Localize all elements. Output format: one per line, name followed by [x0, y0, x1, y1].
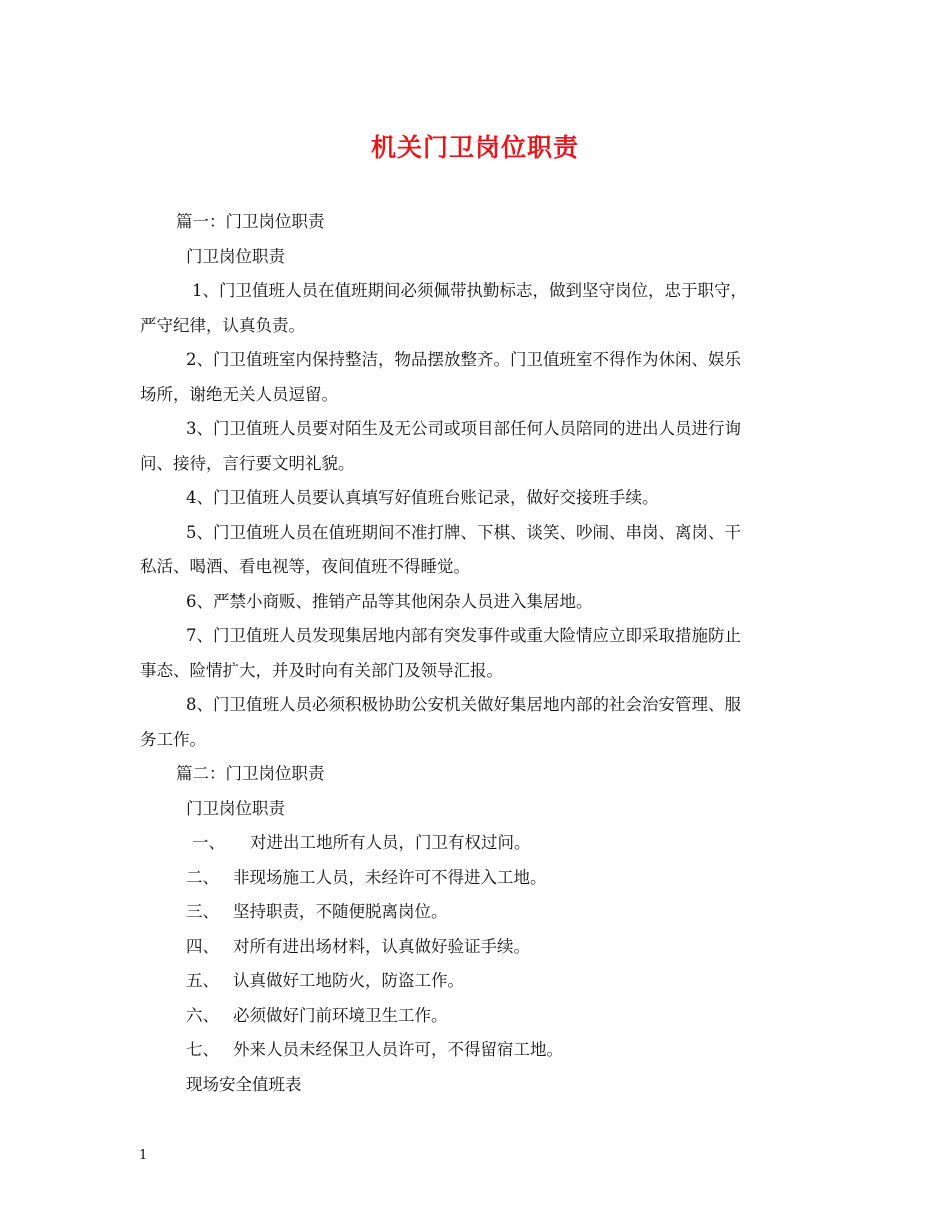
rule-item-3 [140, 895, 820, 930]
rule-item-6 [140, 999, 820, 1034]
duty-item-3-line-2: 问、接待，言行要文明礼貌。 [140, 453, 355, 473]
duty-item-7-line-1: 7、门卫值班人员发现集居地内部有突发事件或重大险情应立即采取措施防止 [186, 626, 741, 645]
section-1-heading: 篇一：门卫岗位职责 [176, 212, 325, 231]
section-2-heading: 篇二：门卫岗位职责 [176, 764, 325, 783]
rule-item-5 [140, 964, 820, 999]
rule-item-number: 二、 [186, 867, 219, 887]
rule-item-number: 五、 [186, 971, 219, 990]
duty-item-4-line-1: 4、门卫值班人员要认真填写好值班台账记录，做好交接班手续。 [186, 488, 659, 507]
rule-item-2 [140, 861, 820, 896]
rule-item-text: 对进出工地所有人员，门卫有权过问。 [250, 833, 531, 852]
duty-item-5-line-2: 私活、喝酒、看电视等，夜间值班不得睡觉。 [140, 557, 470, 576]
rule-item-text: 外来人员未经保卫人员许可，不得留宿工地。 [233, 1040, 563, 1059]
rule-item-text: 认真做好工地防火，防盗工作。 [233, 971, 464, 990]
duty-item-7-line-2: 事态、险情扩大，并及时向有关部门及领导汇报。 [140, 660, 503, 680]
rule-item-text: 必须做好门前环境卫生工作。 [233, 1005, 448, 1025]
rule-item-number: 三、 [186, 902, 219, 921]
rule-item-number: 七、 [186, 1040, 219, 1059]
page-number: 1 [139, 1148, 148, 1163]
rule-item-text: 坚持职责，不随便脱离岗位。 [233, 902, 448, 921]
rule-item-number: 六、 [186, 1005, 219, 1025]
duty-item-6-line-1: 6、严禁小商贩、推销产品等其他闲杂人员进入集居地。 [186, 591, 593, 611]
rule-item-text: 非现场施工人员，未经许可不得进入工地。 [233, 867, 547, 887]
rule-item-1 [140, 826, 820, 861]
duty-item-1-line-2: 严守纪律，认真负责。 [140, 315, 305, 335]
rule-item-number: 四、 [186, 936, 219, 956]
rule-item-7 [140, 1033, 820, 1068]
duty-item-2-line-2: 场所，谢绝无关人员逗留。 [140, 384, 338, 404]
section-2-subheading: 门卫岗位职责 [186, 798, 285, 818]
section-1-subheading: 门卫岗位职责 [186, 246, 285, 266]
duty-roster-heading: 现场安全值班表 [186, 1074, 302, 1094]
rule-item-4 [140, 930, 820, 965]
duty-item-5-line-1: 5、门卫值班人员在值班期间不准打牌、下棋、谈笑、吵闹、串岗、离岗、干 [186, 522, 741, 542]
duty-item-1-line-1: 1、门卫值班人员在值班期间必须佩带执勤标志，做到坚守岗位，忠于职守， [192, 281, 747, 300]
duty-item-2-line-1: 2、门卫值班室内保持整洁，物品摆放整齐。门卫值班室不得作为休闲、娱乐 [186, 350, 741, 369]
page-title: 机关门卫岗位职责 [370, 133, 579, 162]
duty-item-8-line-1: 8、门卫值班人员必须积极协助公安机关做好集居地内部的社会治安管理、服 [186, 695, 741, 714]
duty-item-3-line-1: 3、门卫值班人员要对陌生及无公司或项目部任何人员陪同的进出人员进行询 [186, 419, 741, 438]
rule-item-number: 一、 [192, 833, 225, 852]
duty-item-8-line-2: 务工作。 [140, 729, 206, 749]
rule-item-text: 对所有进出场材料，认真做好验证手续。 [233, 936, 530, 956]
document-body [140, 205, 820, 1102]
